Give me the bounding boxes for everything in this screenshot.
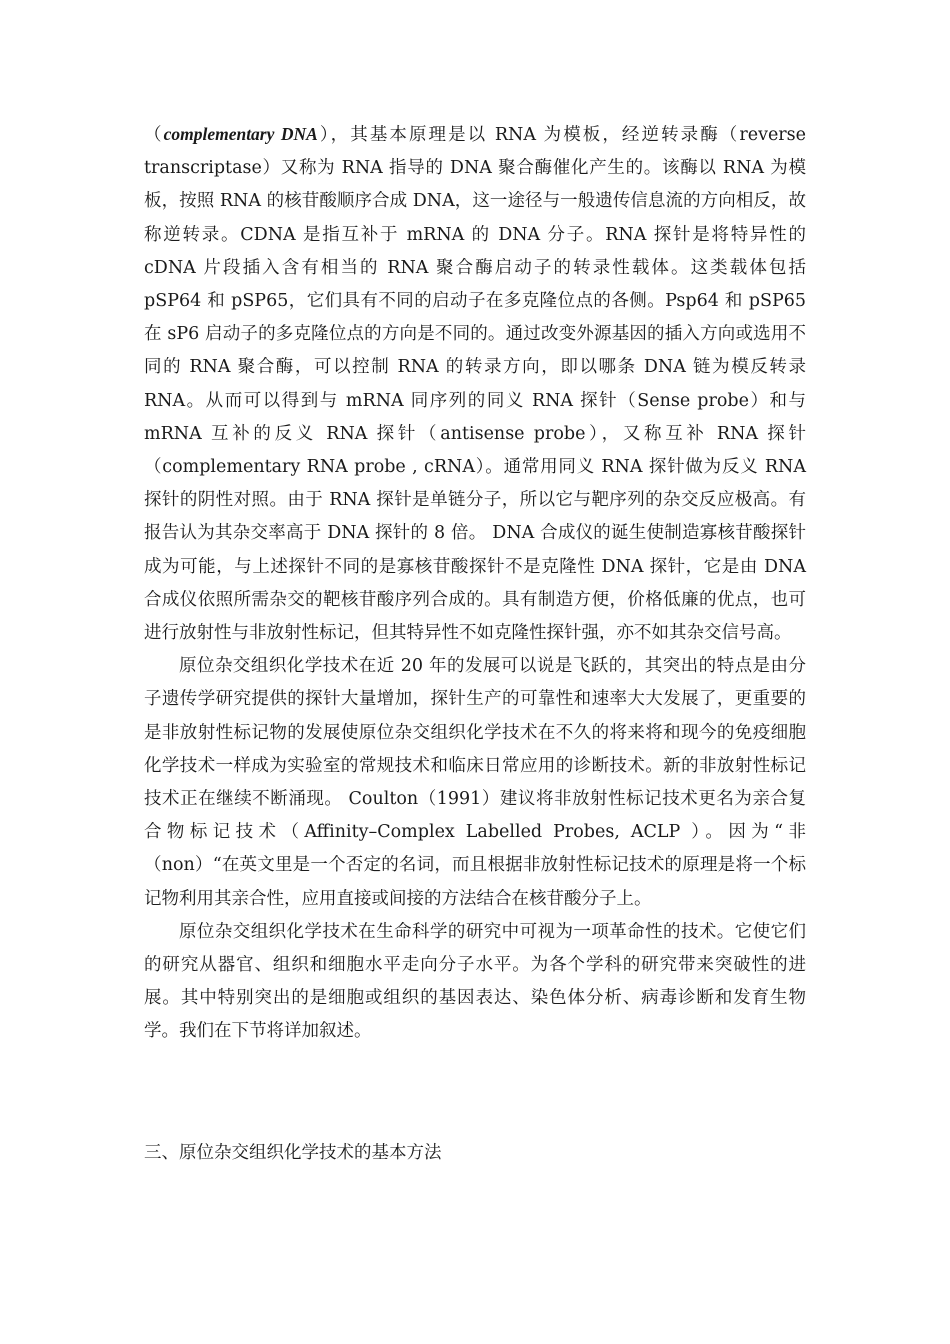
paragraph-significance: 原位杂交组织化学技术在生命科学的研究中可视为一项革命性的技术。它使它们的研究从器官、组织和细胞水平走向分子水平。为各个学科的研究带来突破性的进展。其中特别突出的是细胞或组织的基因表达、染色体分析、病毒诊断和发育生物学。我们在下节将详加叙述。: [144, 921, 806, 1042]
body-text: [144, 118, 806, 1049]
open-bracket: （: [144, 125, 164, 145]
paragraph-cdna-probe-text: ），其基本原理是以 RNA 为模板，经逆转录酶（reverse transcriptase）又称为 RNA 指导的 DNA 聚合酶催化产生的。该酶以 RNA 为模板，按照 RNA 的核苷酸顺序合成 DNA，这一途径与一般遗传信息流的方向相反，故称逆转录。CDNA 是指互补于 mRNA 的 DNA 分子。RNA 探针是将特异性的 cDNA 片段插入含有相当的 RNA 聚合酶启动子的转录性载体。这类载体包括 pSP64 和 pSP65，它们具有不同的启动子在多克隆位点的各侧。Psp64 和 pSP65 在 sP6 启动子的多克隆位点的方向是不同的。通过改变外源基因的插入方向或选用不同的 RNA 聚合酶，可以控制 RNA 的转录方向，即以哪条 DNA 链为模反转录 RNA。从而可以得到与 mRNA 同序列的同义 RNA 探针（Sense probe）和与 mRNA 互补的反义 RNA 探针（antisense probe），又称互补 RNA 探针（complementary RNA probe , cRNA）。通常用同义 RNA 探针做为反义 RNA 探针的阴性对照。由于 RNA 探针是单链分子，所以它与靶序列的杂交反应极高。有报告认为其杂交率高于 DNA 探针的 8 倍。 DNA 合成仪的诞生使制造寡核苷酸探针成为可能，与上述探针不同的是寡核苷酸探针不是克隆性 DNA 探针，它是由 DNA 合成仪依照所需杂交的靶核苷酸序列合成的。具有制造方便，价格低廉的优点，也可进行放射性与非放射性标记，但其特异性不如克隆性探针强，亦不如其杂交信号高。: [144, 125, 807, 644]
paragraph-cdna-probe: [144, 118, 806, 650]
term-complementary-dna: complementary DNA: [163, 124, 318, 144]
section-heading: 三、原位杂交组织化学技术的基本方法: [144, 1143, 442, 1163]
paragraph-development: 原位杂交组织化学技术在近 20 年的发展可以说是飞跃的，其突出的特点是由分子遗传学研究提供的探针大量增加，探针生产的可靠性和速率大大发展了，更重要的是非放射性标记物的发展使原位杂交组织化学技术在不久的将来将和现今的免疫细胞化学技术一样成为实验室的常规技术和临床日常应用的诊断技术。新的非放射性标记技术正在继续不断涌现。 Coulton（1991）建议将非放射性标记技术更名为亲合复合物标记技术（Affinity–Complex Labelled Probes, ACLP ）。因为“非（non）“在英文里是一个否定的名词，而且根据非放射性标记技术的原理是将一个标记物利用其亲合性，应用直接或间接的方法结合在核苷酸分子上。: [144, 656, 806, 909]
